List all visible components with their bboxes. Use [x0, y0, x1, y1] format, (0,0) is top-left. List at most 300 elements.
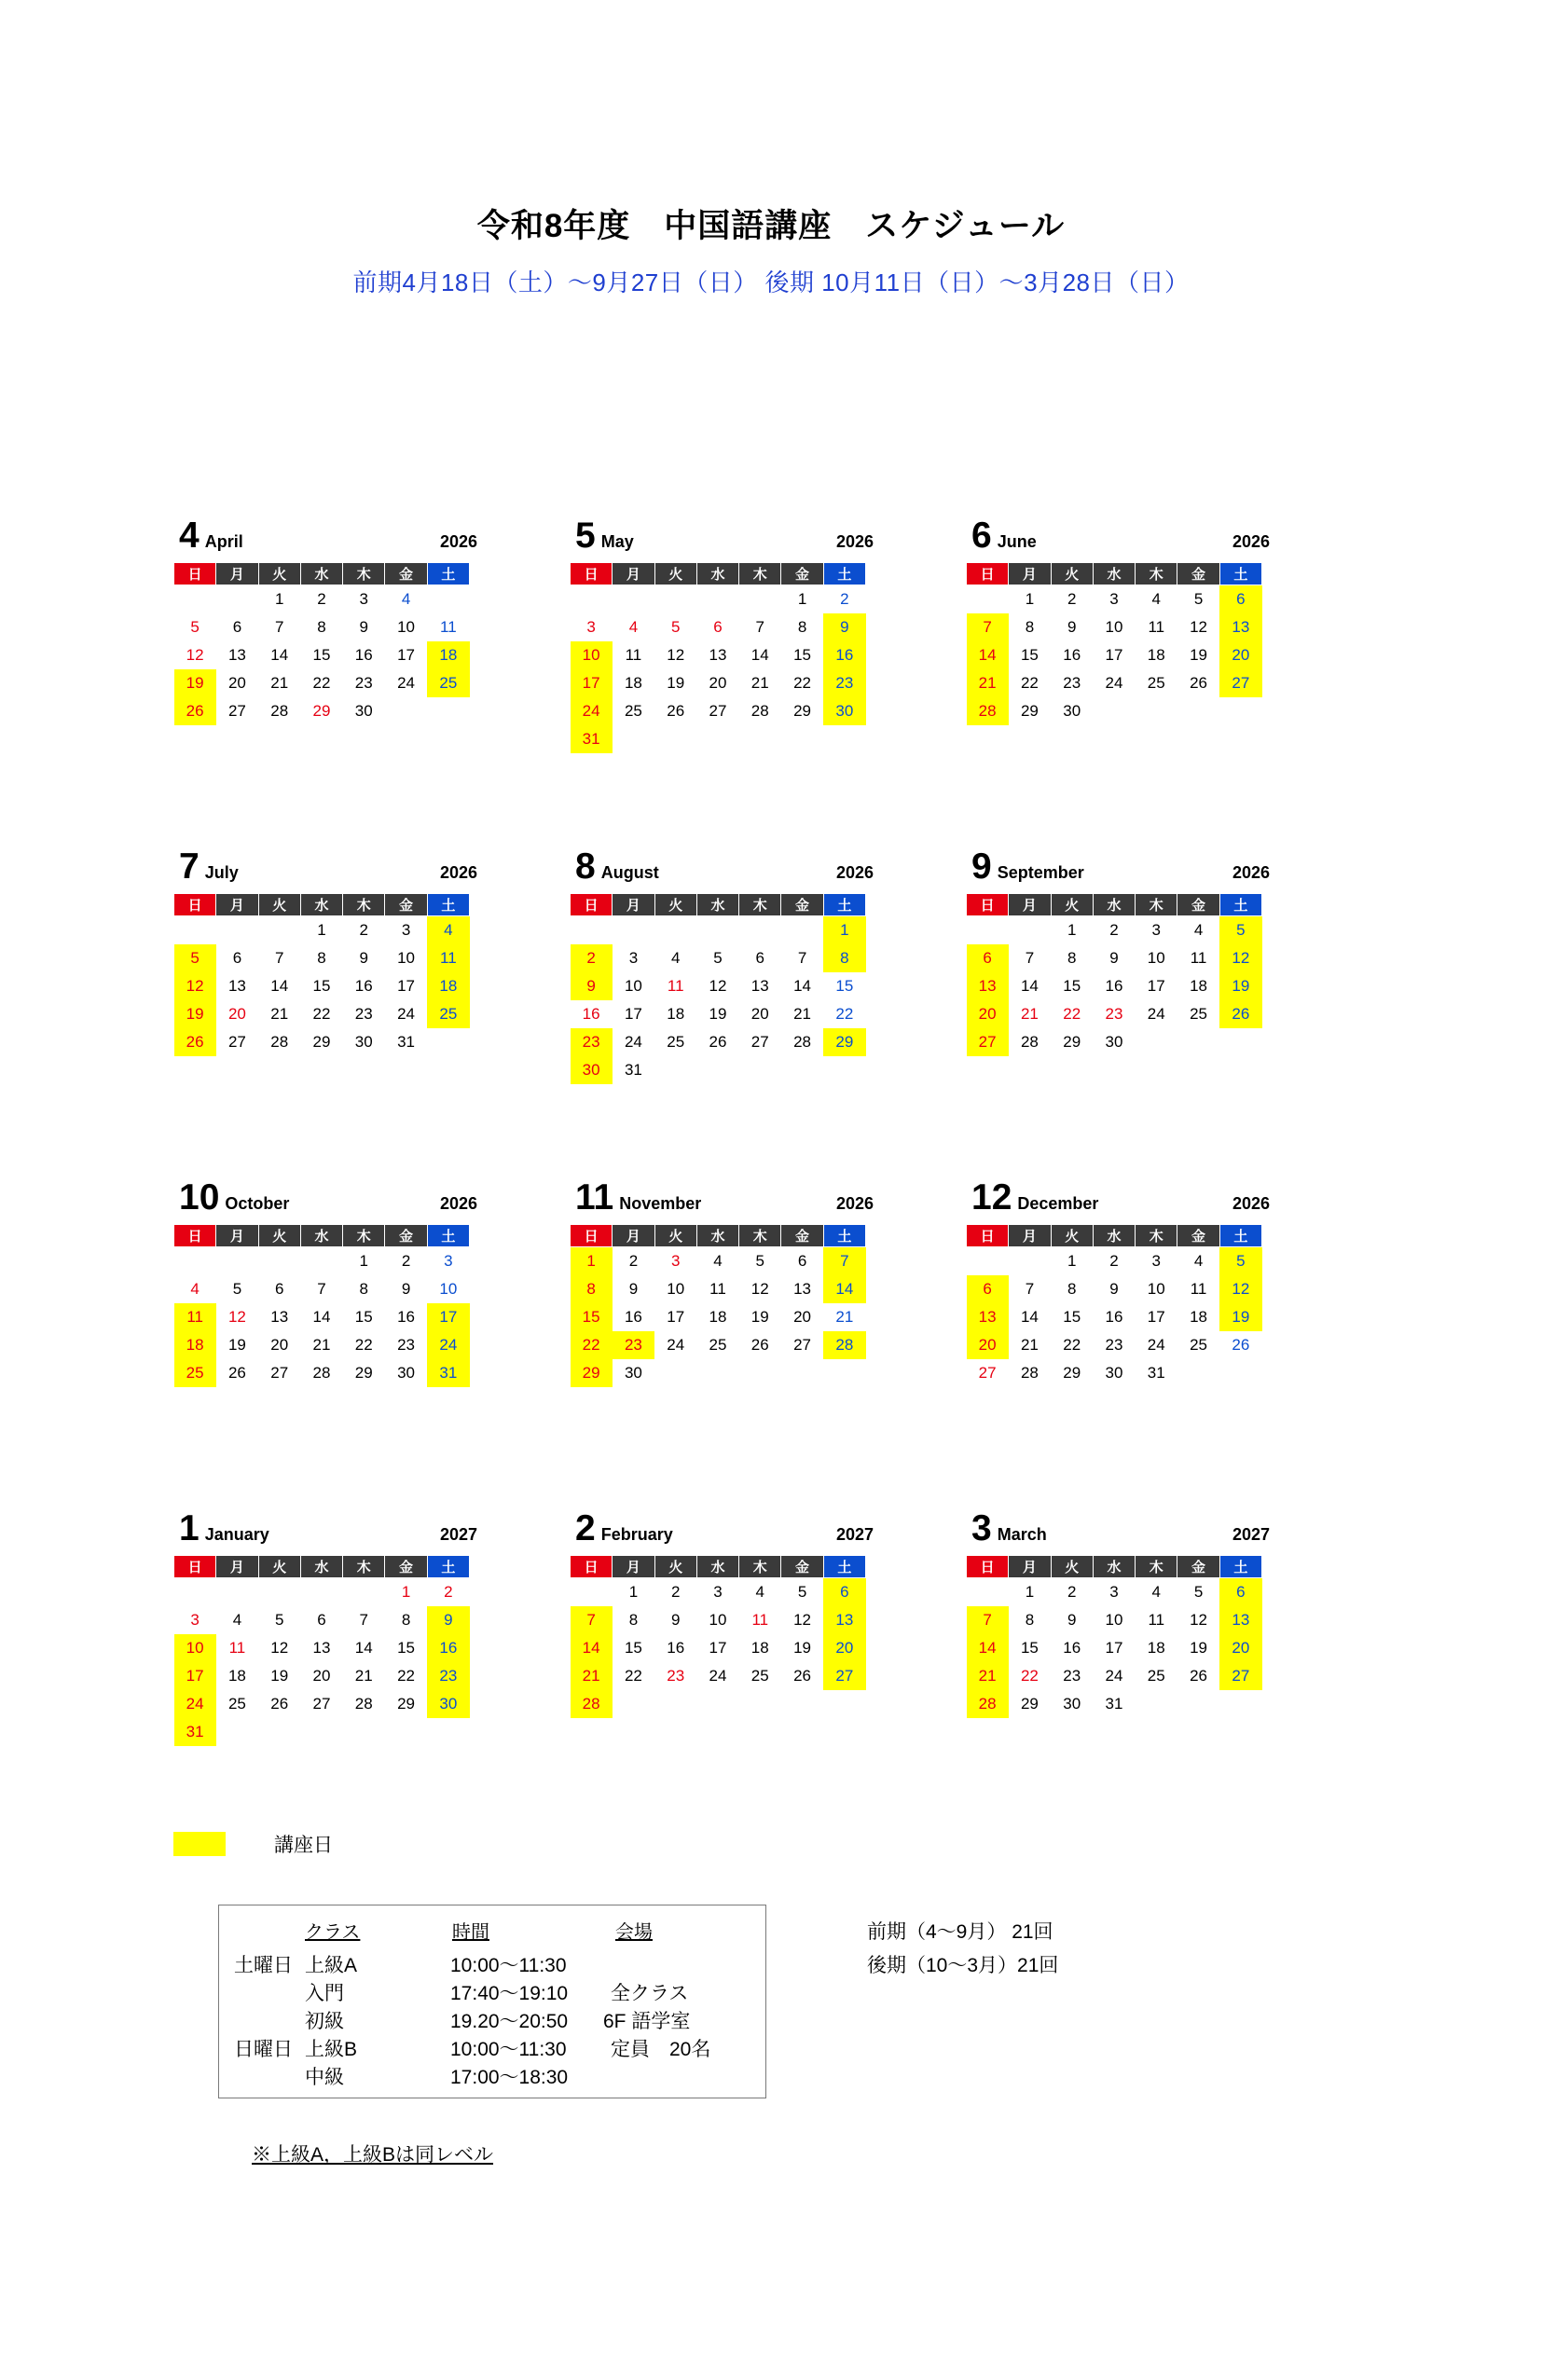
calendar-day: 24: [397, 674, 415, 692]
weekday-header-1: 月: [613, 1225, 654, 1247]
calendar-day-empty: [613, 585, 654, 614]
month-number: 4: [179, 516, 200, 556]
calendar-day: 19: [1190, 1639, 1207, 1657]
calendar-month-4: [173, 517, 481, 848]
weekday-header-5: 金: [781, 894, 823, 916]
calendar-day: 4: [401, 590, 411, 608]
calendar-day: 6: [713, 618, 723, 636]
calendar-day: 2: [1067, 1583, 1077, 1601]
calendar-day-course: 5: [1219, 1247, 1261, 1276]
calendar-day: 5: [1193, 590, 1204, 608]
calendar-day: 3: [401, 921, 411, 939]
calendar-week-row: [967, 1247, 1262, 1276]
calendar-day: 21: [270, 1005, 289, 1023]
calendar-day-course: 12: [174, 972, 216, 1000]
calendar-day: 27: [750, 1033, 769, 1051]
calendar-day: 28: [354, 1695, 373, 1713]
calendar-day: 24: [667, 1336, 685, 1354]
calendar-day: 10: [439, 1280, 458, 1298]
calendar-day-course: 30: [427, 1690, 469, 1718]
calendar-table: [966, 893, 1262, 1056]
calendar-day: 20: [312, 1667, 331, 1685]
calendar-day: 21: [1020, 1336, 1039, 1354]
calendar-day: 4: [232, 1611, 242, 1629]
calendar-day-empty: [1177, 1359, 1219, 1387]
calendar-day: 10: [1105, 618, 1123, 636]
calendar-day-course: 10: [571, 641, 613, 669]
calendar-day: 18: [624, 674, 642, 692]
calendar-week-row: [571, 1662, 866, 1690]
calendar-day: 28: [270, 1033, 289, 1051]
calendar-day: 10: [1147, 949, 1165, 967]
calendar-header: [570, 1510, 877, 1551]
calendar-day: 25: [1190, 1005, 1207, 1023]
calendar-day: 3: [190, 1611, 200, 1629]
calendar-table: [966, 562, 1262, 725]
calendar-day: 29: [1020, 702, 1039, 720]
calendar-day: 3: [1151, 1252, 1161, 1270]
calendar-day: 20: [750, 1005, 769, 1023]
month-number: 2: [575, 1508, 596, 1548]
calendar-day: 10: [1105, 1611, 1123, 1629]
calendar-day-empty: [216, 1247, 258, 1276]
page-subtitle: 前期4月18日（土）〜9月27日（日） 後期 10月11日（日）〜3月28日（日）: [352, 268, 1190, 296]
calendar-day-course: 17: [427, 1303, 469, 1331]
class-time-intermediate: 17:00〜18:30: [450, 2067, 569, 2088]
calendar-day-empty: [967, 585, 1009, 614]
calendar-day-empty: [427, 697, 469, 725]
calendar-day: 5: [274, 1611, 284, 1629]
calendar-day: 1: [401, 1583, 411, 1601]
calendar-week-row: [571, 669, 866, 697]
calendar-day-course: 16: [823, 641, 865, 669]
calendar-day: 1: [1025, 590, 1035, 608]
calendar-day: 4: [1193, 921, 1204, 939]
calendar-day: 16: [1105, 1308, 1123, 1326]
weekday-header-2: 火: [258, 563, 300, 585]
month-year: 2026: [1232, 532, 1270, 551]
calendar-day: 15: [312, 977, 331, 995]
calendar-day: 5: [190, 618, 200, 636]
calendar-day: 13: [709, 646, 727, 664]
weekday-header-4: 木: [739, 894, 781, 916]
calendar-day: 26: [270, 1695, 289, 1713]
calendar-day: 23: [1063, 674, 1081, 692]
weekday-header-5: 金: [385, 894, 427, 916]
calendar-day-empty: [300, 1718, 342, 1746]
weekday-header-4: 木: [1136, 563, 1177, 585]
calendar-week-row: [174, 1662, 470, 1690]
calendar-day: 15: [312, 646, 331, 664]
calendar-day: 1: [274, 590, 284, 608]
calendar-day: 24: [1105, 674, 1123, 692]
month-number: 5: [575, 516, 596, 556]
calendar-day: 11: [751, 1611, 769, 1629]
calendar-table: [173, 1555, 470, 1746]
calendar-day: 22: [835, 1005, 854, 1023]
calendar-day-course: 31: [427, 1359, 469, 1387]
calendar-day: 9: [628, 1280, 639, 1298]
calendar-week-row: [967, 613, 1262, 641]
calendar-day-empty: [739, 916, 781, 945]
calendar-day-course: 7: [967, 1606, 1009, 1634]
calendar-day: 13: [227, 646, 246, 664]
calendar-day-course: 14: [967, 641, 1009, 669]
calendar-day: 3: [713, 1583, 723, 1601]
calendar-day-empty: [343, 1718, 385, 1746]
calendar-day-empty: [385, 1718, 427, 1746]
calendar-day: 10: [624, 977, 642, 995]
calendar-day: 16: [397, 1308, 415, 1326]
calendar-week-row: [174, 585, 470, 614]
calendar-day: 17: [1105, 1639, 1123, 1657]
calendar-day: 2: [1109, 921, 1119, 939]
calendar-day: 15: [835, 977, 854, 995]
calendar-day: 5: [1193, 1583, 1204, 1601]
calendar-day: 3: [628, 949, 639, 967]
calendar-day-empty: [654, 1359, 696, 1387]
calendar-day-course: 20: [823, 1634, 865, 1662]
calendar-month-8: [570, 848, 877, 1179]
class-time-advanced-a: 10:00〜11:30: [450, 1955, 567, 1976]
calendar-week-row: [571, 1275, 866, 1303]
calendar-day-course: 27: [1219, 1662, 1261, 1690]
calendar-day-empty: [739, 1690, 781, 1718]
calendar-day: 19: [709, 1005, 727, 1023]
saturday-label: 土曜日: [234, 1955, 293, 1976]
calendar-day-course: 19: [174, 669, 216, 697]
calendar-day-empty: [258, 916, 300, 945]
calendar-day: 27: [978, 1364, 997, 1382]
calendar-week-row: [571, 1634, 866, 1662]
calendar-day-course: 27: [967, 1028, 1009, 1056]
calendar-day-empty: [696, 916, 738, 945]
weekday-header-5: 金: [385, 563, 427, 585]
calendar-day-course: 11: [427, 944, 469, 972]
calendar-day: 2: [317, 590, 326, 608]
calendar-day-course: 21: [571, 1662, 613, 1690]
calendar-day-course: 20: [1219, 641, 1261, 669]
calendar-week-row: [967, 1606, 1262, 1634]
calendar-day: 21: [1020, 1005, 1039, 1023]
weekday-header-6: 土: [1219, 563, 1261, 585]
calendar-day-empty: [216, 916, 258, 945]
weekday-header-4: 木: [1136, 1225, 1177, 1247]
calendar-week-row: [967, 1662, 1262, 1690]
venue-room: 6F 語学室: [603, 2011, 691, 2032]
calendar-day: 30: [397, 1364, 415, 1382]
calendar-day-empty: [571, 1578, 613, 1607]
calendar-day: 24: [624, 1033, 642, 1051]
calendar-day: 20: [793, 1308, 811, 1326]
page-title: 令和8年度 中国語講座 スケジュール: [476, 208, 1066, 244]
calendar-day: 5: [232, 1280, 242, 1298]
calendar-day: 23: [1063, 1667, 1081, 1685]
calendar-week-row: [571, 1359, 866, 1387]
month-year: 2027: [835, 1525, 874, 1544]
weekday-header-3: 水: [696, 894, 738, 916]
calendar-day: 8: [1025, 618, 1035, 636]
calendar-day: 16: [1105, 977, 1123, 995]
weekday-header-2: 火: [654, 1556, 696, 1578]
calendar-header: [570, 1179, 877, 1220]
calendar-day-course: 31: [174, 1718, 216, 1746]
weekday-header-2: 火: [258, 894, 300, 916]
calendar-day-empty: [216, 1578, 258, 1607]
calendar-header: [173, 848, 481, 889]
calendar-day: 17: [1105, 646, 1123, 664]
calendar-day: 26: [793, 1667, 811, 1685]
calendar-month-12: [966, 1179, 1274, 1510]
calendar-month-10: [173, 1179, 481, 1510]
weekday-header-6: 土: [823, 1225, 865, 1247]
calendar-day: 31: [1105, 1695, 1123, 1713]
calendar-week-row: [967, 1690, 1262, 1718]
weekday-header-6: 土: [427, 894, 469, 916]
calendar-day: 12: [667, 646, 685, 664]
month-number: 11: [575, 1177, 614, 1218]
calendar-week-row: [174, 669, 470, 697]
calendar-day: 17: [667, 1308, 685, 1326]
calendar-day: 24: [1147, 1336, 1165, 1354]
calendar-day: 7: [1025, 1280, 1035, 1298]
class-name-beginner-intro: 入門: [305, 1983, 344, 2004]
calendar-day-course: 6: [823, 1578, 865, 1607]
weekday-header-3: 水: [696, 1556, 738, 1578]
calendar-day: 12: [186, 646, 204, 664]
month-name: September: [997, 863, 1084, 882]
calendar-day: 12: [750, 1280, 769, 1298]
calendar-day-course: 12: [1219, 944, 1261, 972]
calendar-month-11: [570, 1179, 877, 1510]
month-number: 7: [179, 846, 200, 887]
calendar-day-course: 13: [967, 1303, 1009, 1331]
calendar-day: 12: [270, 1639, 289, 1657]
calendar-day: 1: [1067, 921, 1077, 939]
calendar-header: [173, 1510, 481, 1551]
calendar-day: 4: [628, 618, 639, 636]
calendar-day: 29: [312, 702, 331, 720]
calendar-day: 19: [667, 674, 685, 692]
calendar-day-course: 1: [571, 1247, 613, 1276]
calendar-day: 5: [797, 1583, 807, 1601]
calendar-day: 4: [670, 949, 681, 967]
calendar-month-5: [570, 517, 877, 848]
weekday-header-4: 木: [343, 1225, 385, 1247]
calendar-day-course: 23: [613, 1331, 654, 1359]
weekday-header-0: 日: [967, 1556, 1009, 1578]
weekday-header-0: 日: [174, 563, 216, 585]
calendar-day: 19: [1190, 646, 1207, 664]
calendar-day: 8: [628, 1611, 639, 1629]
calendar-day: 6: [797, 1252, 807, 1270]
calendar-day: 18: [667, 1005, 685, 1023]
weekday-header-0: 日: [174, 1556, 216, 1578]
calendar-day: 7: [755, 618, 764, 636]
class-name-elementary: 初級: [305, 2011, 344, 2032]
calendar-day: 23: [354, 1005, 373, 1023]
calendar-day: 18: [1147, 646, 1165, 664]
calendar-day-empty: [174, 916, 216, 945]
calendar-day: 11: [709, 1280, 726, 1298]
calendar-day: 11: [440, 618, 457, 636]
venue-all-classes: 全クラス: [611, 1983, 689, 2004]
weekday-header-4: 木: [739, 563, 781, 585]
calendar-day: 1: [317, 921, 326, 939]
calendar-day: 22: [354, 1336, 373, 1354]
weekday-header-3: 水: [300, 1225, 342, 1247]
calendar-day-empty: [696, 1056, 738, 1084]
weekday-header-6: 土: [427, 563, 469, 585]
weekday-header-1: 月: [613, 894, 654, 916]
weekday-header-5: 金: [781, 563, 823, 585]
calendar-day-empty: [654, 585, 696, 614]
calendar-day: 18: [709, 1308, 727, 1326]
calendar-day: 26: [750, 1336, 769, 1354]
calendar-week-row: [571, 944, 866, 972]
weekday-header-0: 日: [174, 1225, 216, 1247]
calendar-day-course: 20: [1219, 1634, 1261, 1662]
calendar-day: 4: [713, 1252, 723, 1270]
calendar-day: 23: [354, 674, 373, 692]
calendar-week-row: [174, 1359, 470, 1387]
month-year: 2026: [835, 532, 874, 551]
calendar-day: 16: [582, 1005, 600, 1023]
calendar-day: 3: [444, 1252, 453, 1270]
calendar-day: 24: [709, 1667, 727, 1685]
weekday-header-6: 土: [427, 1556, 469, 1578]
calendar-week-row: [967, 916, 1262, 945]
calendar-day-course: 16: [427, 1634, 469, 1662]
calendar-day: 31: [624, 1061, 642, 1079]
calendar-month-2: [570, 1510, 877, 1841]
month-name: January: [204, 1525, 269, 1544]
calendar-day-empty: [1219, 1028, 1261, 1056]
calendar-day-empty: [174, 1247, 216, 1276]
calendar-day-empty: [696, 1690, 738, 1718]
calendar-header: [966, 1510, 1274, 1551]
calendar-day: 29: [1063, 1033, 1081, 1051]
weekday-header-0: 日: [571, 1225, 613, 1247]
calendar-day-course: 19: [1219, 1303, 1261, 1331]
calendar-day: 6: [232, 949, 242, 967]
calendar-day: 8: [1067, 949, 1077, 967]
month-name: July: [204, 863, 239, 882]
weekday-header-6: 土: [427, 1225, 469, 1247]
calendar-day-course: 9: [571, 972, 613, 1000]
calendar-day: 16: [1063, 646, 1081, 664]
calendar-day: 12: [1190, 618, 1207, 636]
weekday-header-1: 月: [1009, 894, 1051, 916]
capacity-label: 定員 20名: [611, 2039, 711, 2060]
calendar-day: 25: [1190, 1336, 1207, 1354]
calendar-month-3: [966, 1510, 1274, 1841]
calendar-day: 13: [793, 1280, 811, 1298]
calendar-day-course: 6: [1219, 1578, 1261, 1607]
month-number: 9: [971, 846, 992, 887]
calendar-day: 9: [1067, 618, 1077, 636]
calendar-day: 25: [1147, 674, 1165, 692]
class-time-advanced-b: 10:00〜11:30: [450, 2039, 567, 2060]
calendar-day: 25: [624, 702, 642, 720]
second-term-count: 後期（10〜3月）21回: [867, 1955, 1059, 1976]
calendar-day-empty: [1177, 697, 1219, 725]
calendar-header: [570, 517, 877, 558]
calendar-day: 2: [628, 1252, 639, 1270]
calendar-week-row: [571, 697, 866, 725]
calendar-day-empty: [823, 725, 865, 753]
month-number: 12: [971, 1177, 1012, 1218]
month-number: 3: [971, 1508, 992, 1548]
calendar-week-row: [571, 1028, 866, 1056]
calendar-month-9: [966, 848, 1274, 1179]
weekday-header-5: 金: [781, 1225, 823, 1247]
calendar-day: 13: [312, 1639, 331, 1657]
calendar-day: 18: [1190, 1308, 1207, 1326]
calendar-day-empty: [696, 1359, 738, 1387]
calendar-day: 28: [312, 1364, 331, 1382]
calendar-day: 25: [1147, 1667, 1165, 1685]
weekday-header-1: 月: [1009, 1225, 1051, 1247]
calendar-day: 26: [709, 1033, 727, 1051]
calendar-day: 4: [1151, 590, 1161, 608]
calendar-day-empty: [300, 1578, 342, 1607]
calendar-day-empty: [427, 1028, 469, 1056]
calendar-day: 8: [797, 618, 807, 636]
calendar-header: [570, 848, 877, 889]
calendar-day: 28: [1020, 1364, 1039, 1382]
calendar-day: 9: [1067, 1611, 1077, 1629]
calendar-day-course: 26: [174, 697, 216, 725]
calendar-week-row: [174, 697, 470, 725]
weekday-header-4: 木: [1136, 894, 1177, 916]
calendar-day: 20: [227, 674, 246, 692]
calendar-day-course: 4: [427, 916, 469, 945]
calendar-day: 31: [1147, 1364, 1165, 1382]
calendar-day: 18: [750, 1639, 769, 1657]
calendar-day-empty: [696, 725, 738, 753]
calendar-day: 14: [1020, 1308, 1039, 1326]
calendar-day-empty: [967, 916, 1009, 945]
calendar-day: 8: [1067, 1280, 1077, 1298]
calendar-day: 29: [354, 1364, 373, 1382]
calendar-day: 2: [1067, 590, 1077, 608]
calendar-day: 8: [1025, 1611, 1035, 1629]
weekday-header-6: 土: [1219, 1556, 1261, 1578]
weekday-header-0: 日: [967, 563, 1009, 585]
weekday-header-1: 月: [216, 1556, 258, 1578]
calendar-day: 11: [1190, 949, 1207, 967]
calendar-day: 30: [1063, 1695, 1081, 1713]
footnote: ※上級A，上級Bは同レベル: [252, 2144, 494, 2166]
calendar-month-6: [966, 517, 1274, 848]
calendar-day: 27: [709, 702, 727, 720]
calendar-day: 16: [667, 1639, 685, 1657]
calendar-day-course: 26: [174, 1028, 216, 1056]
calendar-day: 20: [709, 674, 727, 692]
calendar-day-empty: [1093, 697, 1135, 725]
month-year: 2027: [1232, 1525, 1270, 1544]
calendar-day: 28: [793, 1033, 811, 1051]
calendar-week-row: [174, 1718, 470, 1746]
month-name: March: [997, 1525, 1047, 1544]
weekday-header-6: 土: [823, 894, 865, 916]
calendar-day: 4: [1151, 1583, 1161, 1601]
calendar-header: [966, 1179, 1274, 1220]
calendar-day-course: 30: [571, 1056, 613, 1084]
place-column-header: 会場: [615, 1922, 653, 1943]
weekday-header-2: 火: [258, 1225, 300, 1247]
